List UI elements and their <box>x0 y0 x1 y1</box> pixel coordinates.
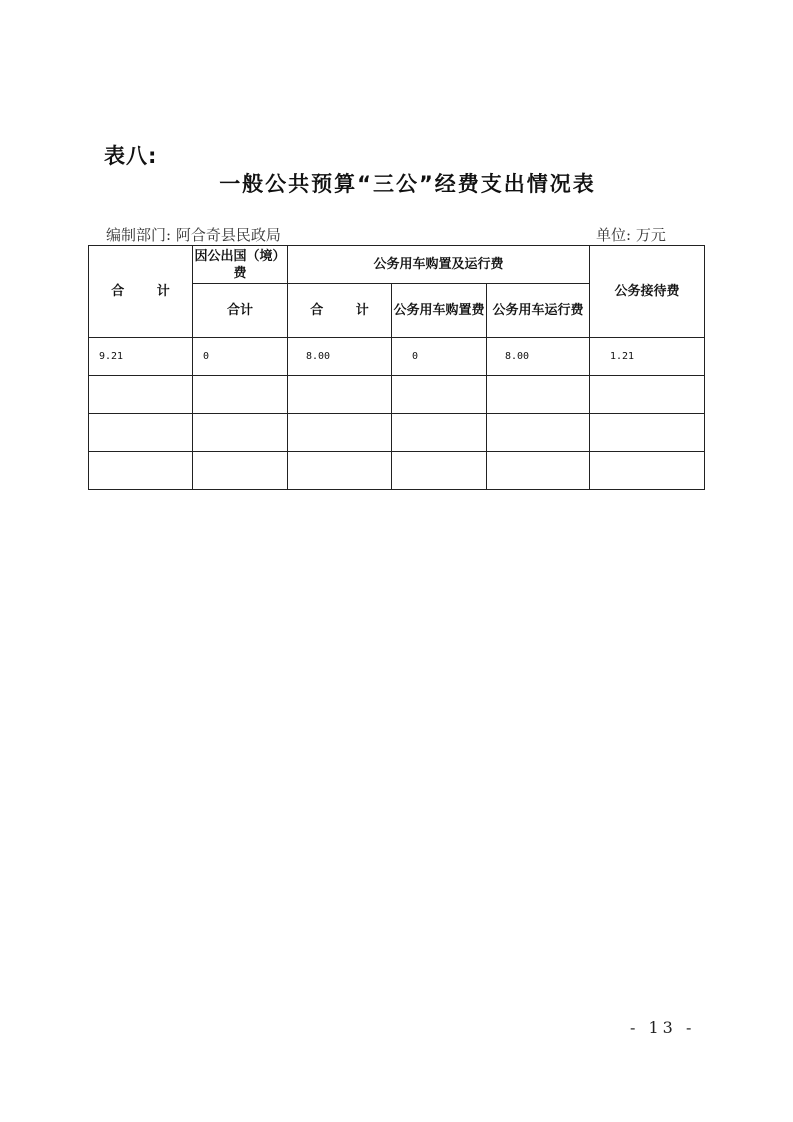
cell-total: 9.21 <box>89 338 193 376</box>
header-abroad: 因公出国（境）费 <box>193 246 288 284</box>
table-label: 表八: <box>104 144 158 168</box>
cell-vehicle-operation: 8.00 <box>487 338 590 376</box>
header-vehicle-total: 合 计 <box>288 284 392 338</box>
cell-vehicle-purchase: 0 <box>392 338 487 376</box>
prepared-by: 编制部门: 阿合奇县民政局 <box>106 226 281 244</box>
header-total: 合 计 <box>89 246 193 338</box>
page-title: 一般公共预算“三公”经费支出情况表 <box>219 172 596 196</box>
header-vehicle-operation: 公务用车运行费 <box>487 284 590 338</box>
header-vehicle-group: 公务用车购置及运行费 <box>288 246 590 284</box>
page-number: - 13 - <box>630 1018 696 1037</box>
header-vehicle-purchase: 公务用车购置费 <box>392 284 487 338</box>
cell-vehicle-total: 8.00 <box>288 338 392 376</box>
header-row-1 <box>89 246 705 284</box>
table-row-empty <box>89 452 705 490</box>
cell-reception: 1.21 <box>590 338 705 376</box>
table-row-empty <box>89 414 705 452</box>
budget-table <box>88 245 705 490</box>
table-row <box>89 338 705 376</box>
cell-abroad: 0 <box>193 338 288 376</box>
unit-label: 单位: 万元 <box>596 226 666 244</box>
header-abroad-total: 合计 <box>193 284 288 338</box>
header-reception: 公务接待费 <box>590 246 705 338</box>
table-row-empty <box>89 376 705 414</box>
